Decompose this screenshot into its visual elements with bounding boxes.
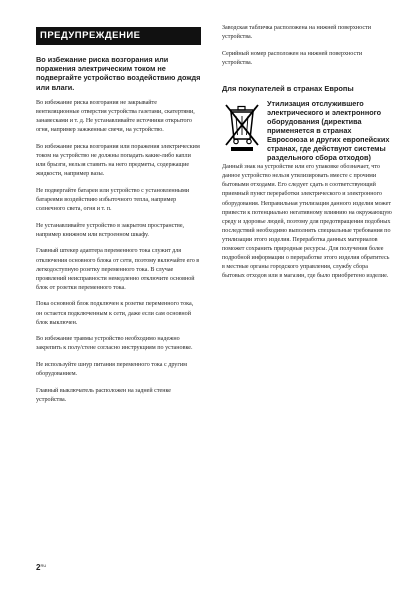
warning-paragraph: Во избежание риска возгорания или поражения электрическим током на устройство не должны попадать какие-либо капли или брызги, нельзя ставить на него предметы, содержащие жидкости, например вазы. — [36, 143, 200, 178]
warning-paragraph: Главный штекер адаптера переменного тока служит для отключения основного блока от сети, поэтому включайте его в легкодоступную розетку переменного тока. В случае проявлений неисправности немедленно отключите основной блок от розетки переменного тока. — [36, 248, 200, 291]
language-code: RU — [40, 563, 47, 568]
weee-block — [222, 99, 392, 162]
weee-body-text: Данный знак на устройстве или его упаковке обозначает, что данное устройство нельзя утилизировать вместе с прочими бытовыми отходами. Его следует сдать в соответствующий приемный пункт переработки электрического и электронного оборудования. Неправильная утилизация данного изделия может привести к потенциально негативному влиянию на окружающую среду и здоровье людей, поэтому для предотвращения подобных последствий необходимо выполнять специальные требования по утилизации этого изделия. Переработка данных материалов поможет сохранить природные ресурсы. Для получения более подробной информации о переработке этого изделия обратитесь в местные органы городского управления, службу сбора бытовых отходов или в магазин, где было приобретено изделие. — [222, 164, 392, 280]
right-column — [222, 24, 392, 287]
warning-paragraph: Главный выключатель расположен на задней стенке устройства. — [36, 387, 171, 403]
warning-paragraph: Во избежание риска возгорания не закрывайте вентиляционные отверстия устройства газетами, скатертями, занавесками и т. д. Не устанавливайте источники открытого огня, например зажженные свечи, на устройство. — [36, 99, 195, 134]
warning-banner: ПРЕДУПРЕЖДЕНИЕ — [36, 27, 201, 45]
page-number — [36, 563, 46, 572]
weee-heading: Утилизация отслужившего электрического и электронного оборудования (директива применяется в странах Евросоюза и других европейских странах, где действуют системы раздельного сбора отходов) — [267, 99, 390, 163]
europe-section-heading: Для покупателей в странах Европы — [222, 83, 354, 93]
warning-paragraph: Во избежание травмы устройство необходимо надежно закрепить к полу/стене согласно инструкциям по установке. — [36, 336, 193, 352]
warning-paragraph: Не устанавливайте устройство в закрытом пространстве, например книжном или встроенном шкафу. — [36, 222, 185, 238]
serial-number-note: Серийный номер расположен на нижней поверхности устройства. — [222, 50, 363, 66]
warning-heading: Во избежание риска возгорания или поражения электрическим током не подвергайте устройство воздействию дождя или влаги. — [36, 55, 201, 92]
nameplate-note: Заводская табличка расположена на нижней поверхности устройства. — [222, 25, 371, 41]
left-column — [36, 27, 201, 413]
crossed-out-wheelie-bin-icon — [222, 101, 262, 153]
warning-paragraph: Не подвергайте батареи или устройство с установленными батареями воздействию избыточного тепла, например солнечного света, огня и т. п. — [36, 187, 190, 212]
warning-paragraph: Не используйте шнур питания переменного тока с другим оборудованием. — [36, 362, 187, 378]
page-number-value: 2 — [36, 563, 41, 572]
warning-paragraph: Пока основной блок подключен к розетке переменного тока, он остается подключенным к сети, даже если сам основной блок выключен. — [36, 301, 194, 326]
